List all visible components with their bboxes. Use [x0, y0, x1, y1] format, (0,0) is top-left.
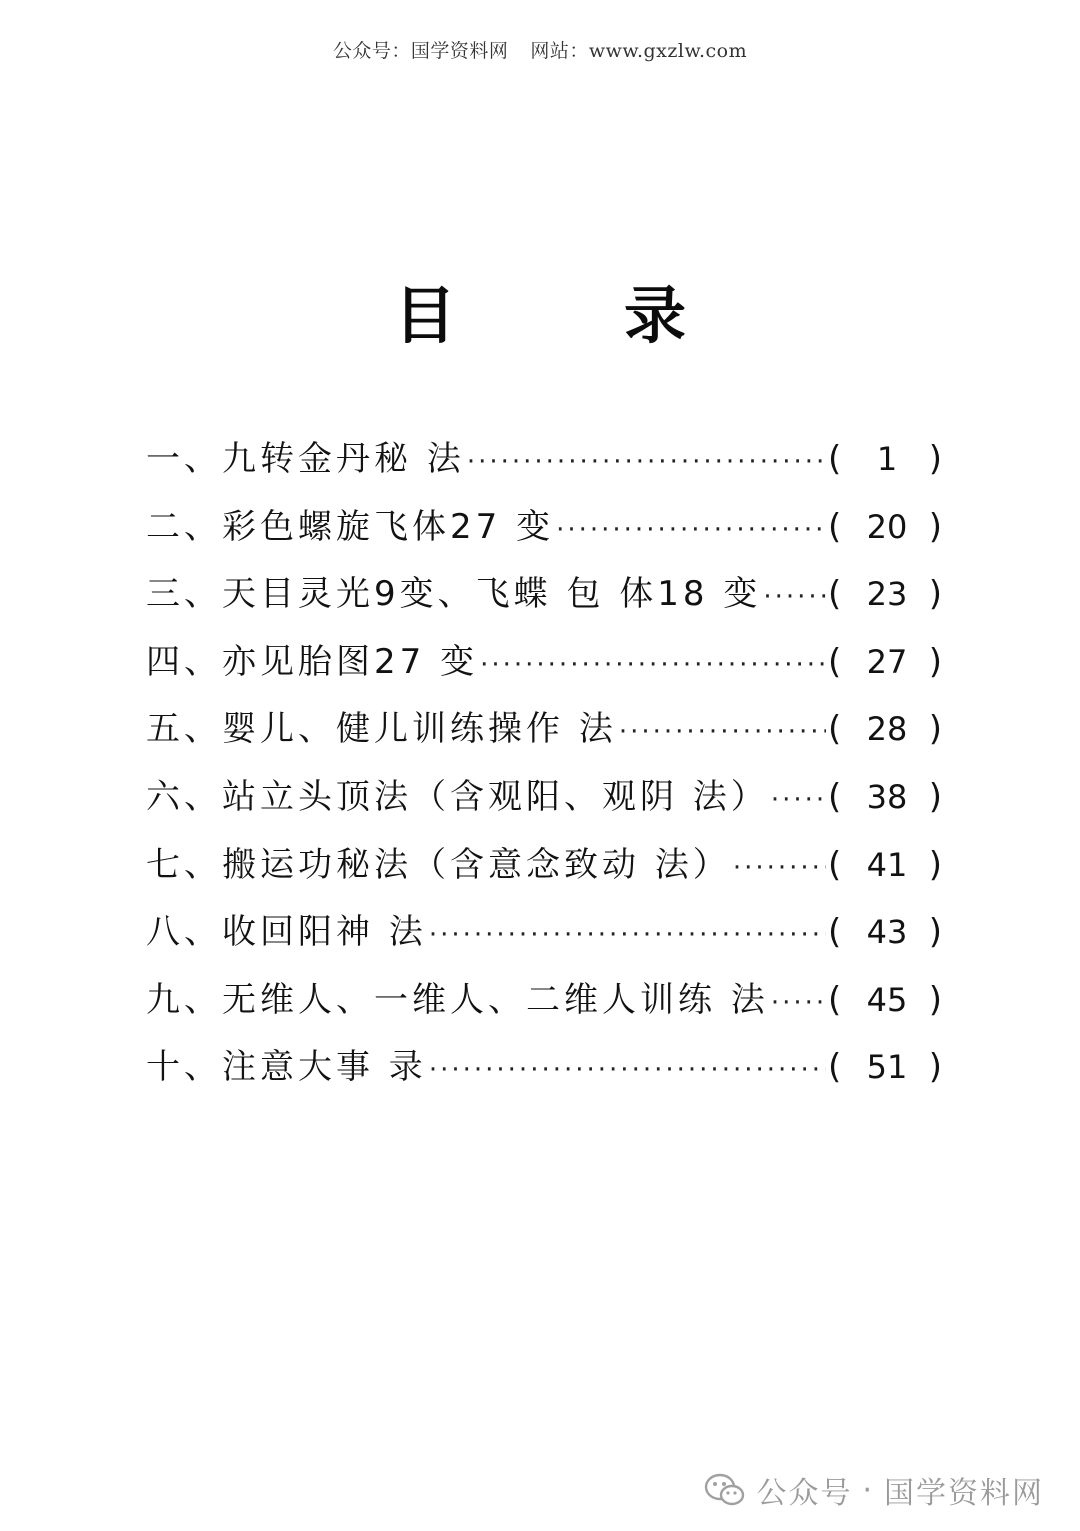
table-of-contents [146, 426, 946, 1102]
footer-separator: · [862, 1472, 874, 1508]
toc-page-number: 27 [866, 642, 908, 681]
toc-item-page: ( 38 ) [828, 764, 946, 832]
toc-leader-dots [429, 1037, 826, 1105]
title-char-1: 目 [393, 279, 456, 352]
toc-item-page: ( 28 ) [828, 696, 946, 764]
toc-item[interactable] [146, 696, 946, 764]
toc-item-page: ( 23 ) [828, 561, 946, 629]
header-account: 公众号：国学资料网 [332, 40, 509, 62]
toc-page-number: 43 [866, 913, 908, 952]
toc-item-label: 婴儿、健儿训练操作 法 [222, 709, 617, 750]
toc-item[interactable] [146, 764, 946, 832]
toc-leader-dots [429, 902, 826, 970]
toc-leader-dots [619, 699, 826, 767]
toc-page-number: 20 [866, 507, 908, 546]
toc-item-page: ( 20 ) [828, 494, 946, 562]
toc-page-number: 23 [866, 575, 908, 614]
toc-item[interactable] [146, 561, 946, 629]
toc-item-number: 四、 [146, 641, 222, 682]
toc-item[interactable] [146, 1034, 946, 1102]
toc-item-page: ( 51 ) [828, 1034, 946, 1102]
toc-page-number: 1 [876, 440, 898, 478]
toc-item-label: 天目灵光9变、飞蝶 包 体18 变 [222, 574, 762, 615]
toc-item[interactable] [146, 832, 946, 900]
toc-item-number: 二、 [146, 506, 222, 547]
toc-item-page: ( 1 ) [828, 426, 946, 494]
toc-page-number: 28 [866, 710, 908, 749]
toc-item[interactable] [146, 494, 946, 562]
toc-item-page: ( 41 ) [828, 832, 946, 900]
toc-item-label: 收回阳神 法 [222, 912, 427, 953]
toc-item-label: 注意大事 录 [222, 1047, 427, 1088]
toc-item-page: ( 45 ) [828, 967, 946, 1035]
toc-item-page: ( 43 ) [828, 899, 946, 967]
toc-item-number: 五、 [146, 709, 222, 750]
title-char-2: 录 [624, 279, 687, 352]
toc-page-number: 45 [866, 980, 908, 1019]
toc-item-number: 八、 [146, 912, 222, 953]
toc-leader-dots [480, 632, 826, 700]
footer-account: 公众号 [756, 1476, 853, 1511]
toc-page-number: 38 [866, 777, 908, 816]
toc-page-number: 41 [866, 845, 908, 884]
page-title [0, 279, 1080, 352]
wechat-icon [704, 1472, 746, 1508]
toc-item-number: 一、 [146, 439, 222, 479]
toc-item-number: 十、 [146, 1047, 222, 1088]
toc-item-number: 七、 [146, 844, 222, 885]
toc-item-label: 九转金丹秘 法 [222, 439, 465, 479]
toc-item-number: 三、 [146, 574, 222, 615]
toc-item-label: 亦见胎图27 变 [222, 641, 479, 682]
footer-name: 国学资料网 [884, 1476, 1044, 1511]
toc-leader-dots [467, 429, 826, 497]
toc-item[interactable] [146, 629, 946, 697]
toc-item-label: 站立头顶法（含观阳、观阴 法） [222, 776, 769, 817]
toc-item[interactable] [146, 426, 946, 494]
toc-item-number: 九、 [146, 979, 222, 1020]
toc-leader-dots [771, 970, 826, 1038]
watermark-footer [704, 1468, 1044, 1512]
toc-item-label: 彩色螺旋飞体27 变 [222, 506, 555, 547]
toc-item-page: ( 27 ) [828, 629, 946, 697]
toc-leader-dots [771, 767, 826, 835]
page-header [0, 36, 1080, 63]
toc-leader-dots [763, 564, 826, 632]
toc-item-label: 无维人、一维人、二维人训练 法 [222, 979, 769, 1020]
header-website: 网站：www.gxzlw.com [530, 40, 748, 62]
toc-page-number: 51 [866, 1048, 908, 1087]
toc-item[interactable] [146, 967, 946, 1035]
toc-item-number: 六、 [146, 776, 222, 817]
toc-item-label: 搬运功秘法（含意念致动 法） [222, 844, 731, 885]
toc-leader-dots [733, 835, 826, 903]
toc-leader-dots [556, 497, 826, 565]
toc-item[interactable] [146, 899, 946, 967]
